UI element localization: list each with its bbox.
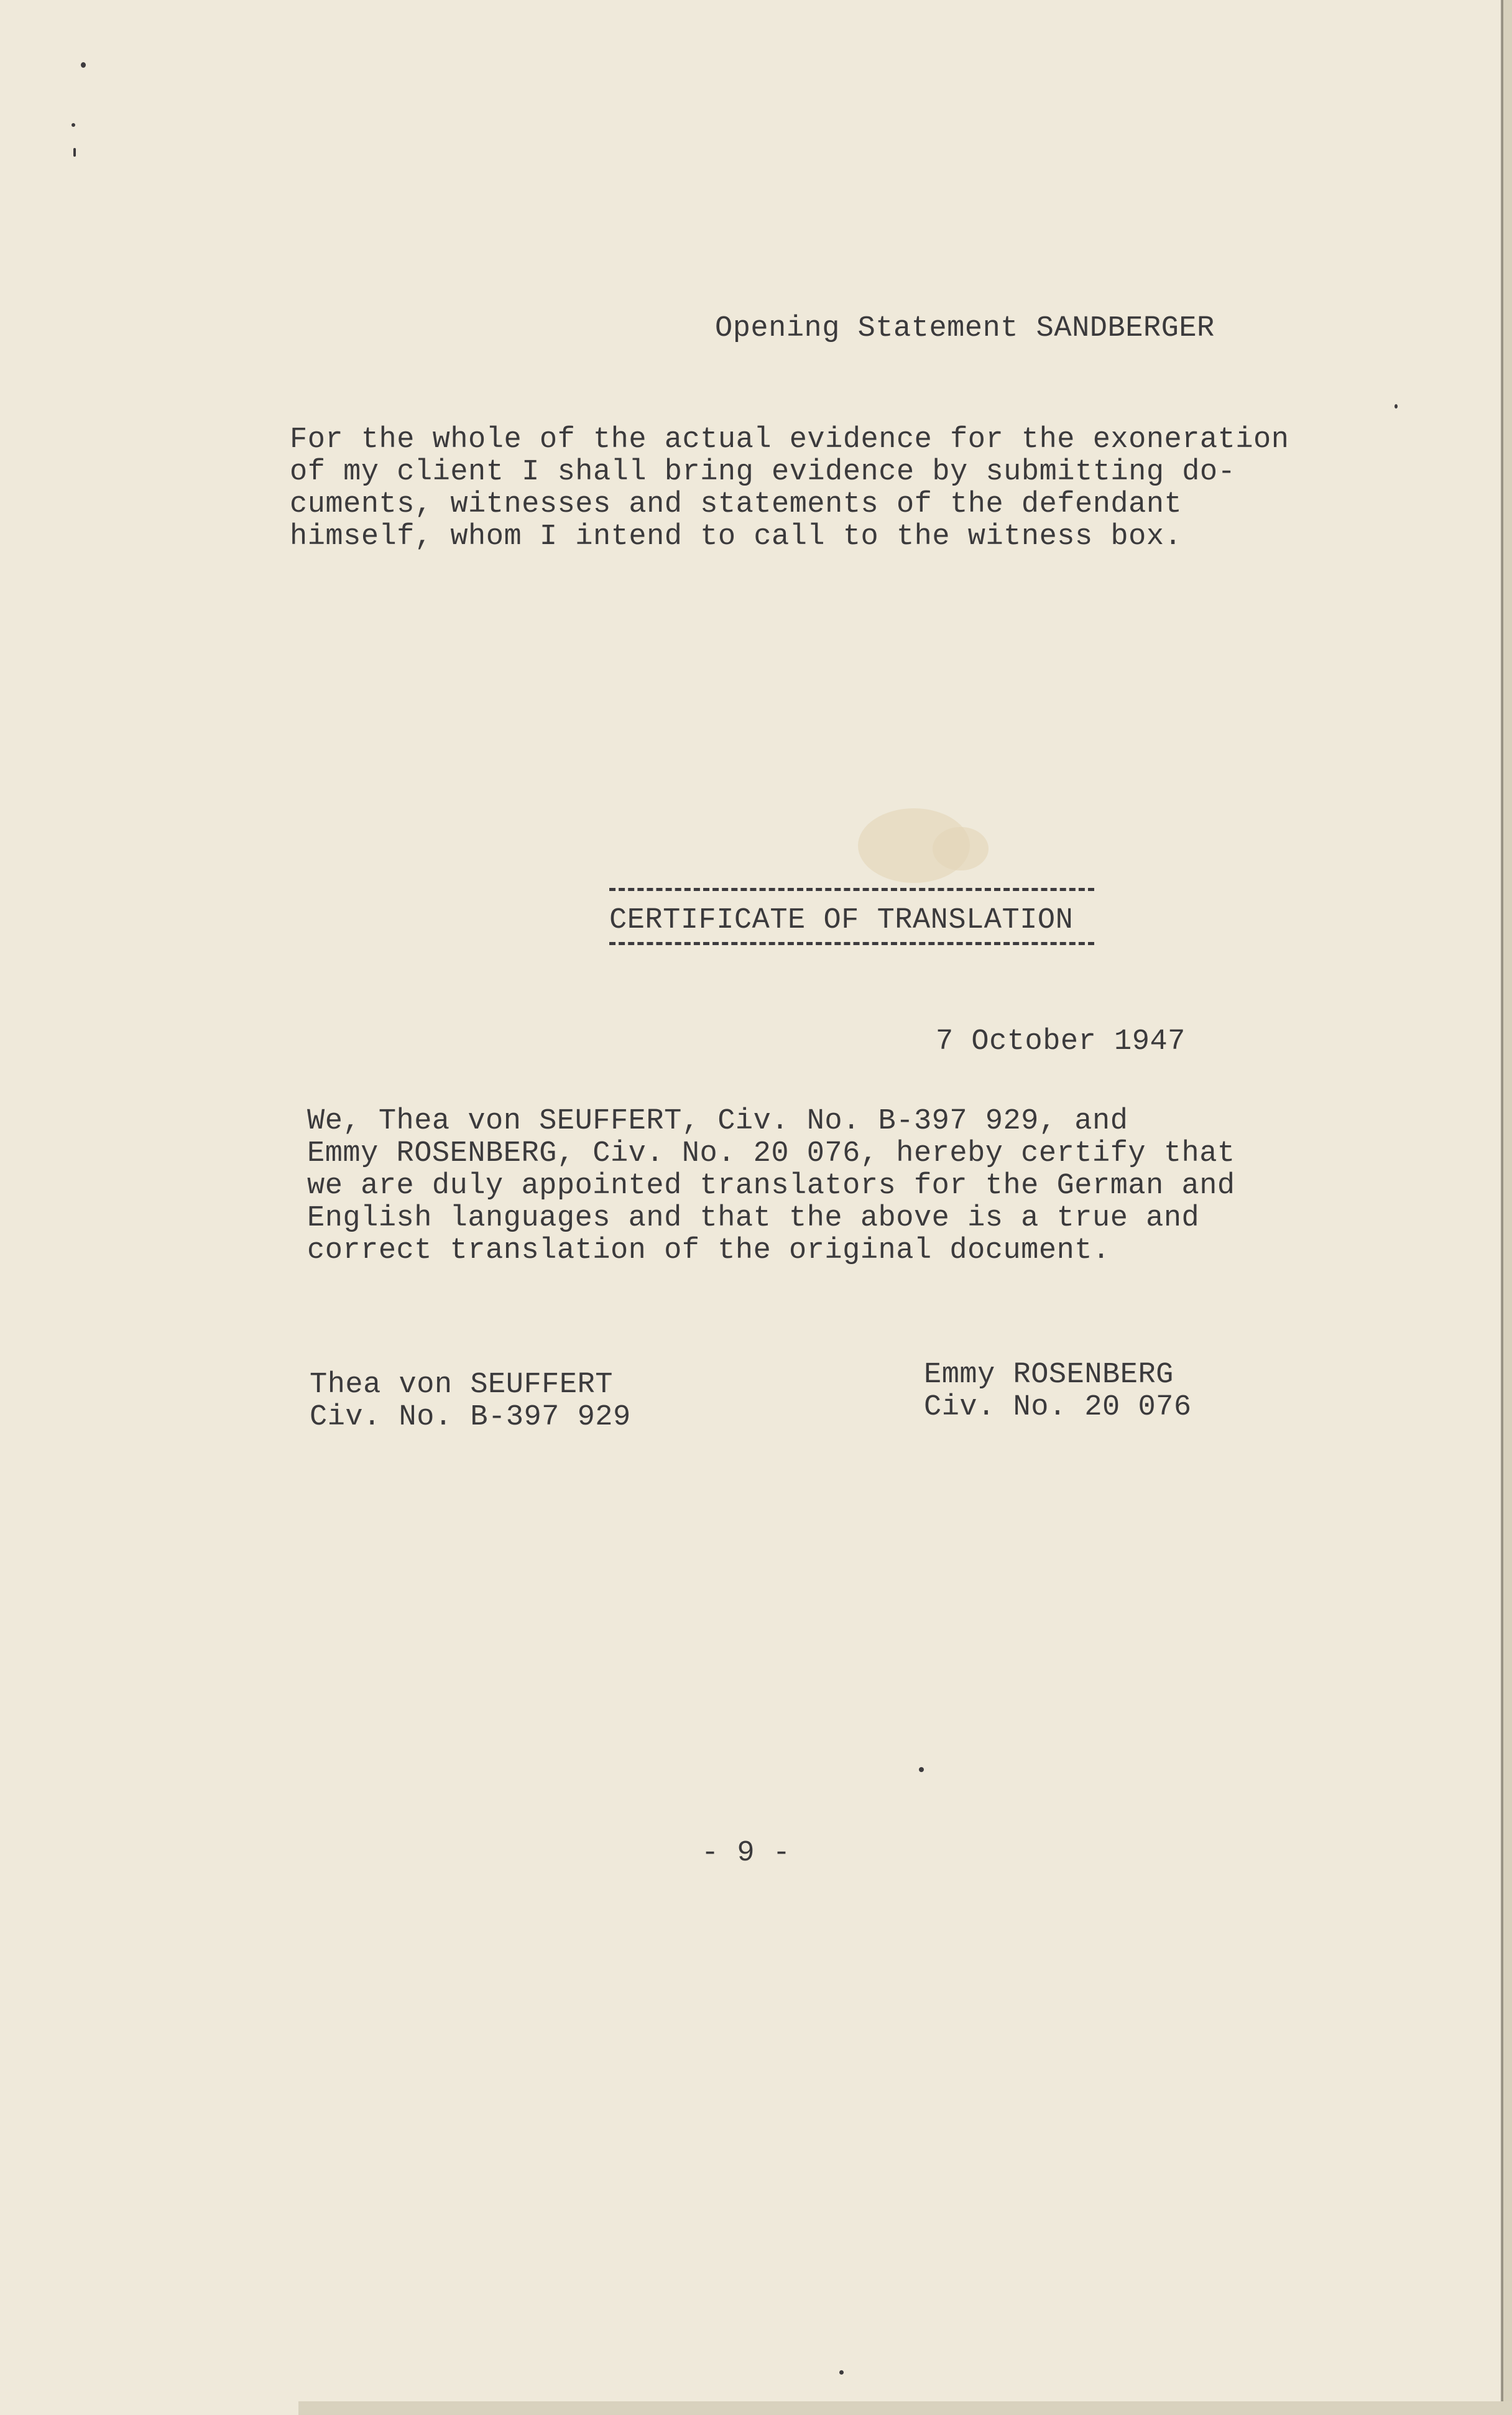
signature-name-1: Thea von SEUFFERT (310, 1369, 613, 1401)
paragraph-line: For the whole of the actual evidence for the exoneration (290, 423, 1289, 456)
document-header-title: Opening Statement SANDBERGER (715, 312, 1215, 345)
opening-statement-paragraph (290, 424, 1289, 553)
paper-speck (1394, 404, 1398, 409)
page-bottom-edge (298, 2401, 1512, 2415)
paper-speck (81, 62, 86, 68)
certificate-body (307, 1106, 1235, 1267)
paper-speck (919, 1767, 924, 1772)
certificate-body-line: Emmy ROSENBERG, Civ. No. 20 076, hereby certify that (307, 1137, 1235, 1170)
certificate-body-line: we are duly appointed translators for the German and (307, 1170, 1235, 1203)
signature-civ-number-2: Civ. No. 20 076 (924, 1391, 1192, 1424)
paragraph-line: cuments, witnesses and statements of the defendant (290, 488, 1182, 521)
certificate-heading: CERTIFICATE OF TRANSLATION (609, 904, 1074, 937)
certificate-heading-rule-bottom (609, 942, 1094, 945)
page-number: - 9 - (701, 1837, 791, 1870)
certificate-body-line: English languages and that the above is a true and (307, 1202, 1200, 1235)
paragraph-line: of my client I shall bring evidence by submitting do- (290, 456, 1236, 489)
paper-speck (71, 123, 75, 127)
certificate-heading-rule-top (609, 888, 1094, 891)
page-edge-shadow (1502, 0, 1512, 2415)
certificate-body-line: correct translation of the original document. (307, 1234, 1110, 1267)
signature-name-2: Emmy ROSENBERG (924, 1359, 1174, 1392)
certificate-body-line: We, Thea von SEUFFERT, Civ. No. B-397 929, and (307, 1105, 1128, 1138)
paragraph-line: himself, whom I intend to call to the witness box. (290, 520, 1182, 553)
paper-stain (933, 827, 989, 870)
paper-speck (73, 148, 76, 157)
certificate-date: 7 October 1947 (936, 1025, 1186, 1058)
paper-speck (839, 2370, 844, 2375)
signature-civ-number-1: Civ. No. B-397 929 (310, 1401, 631, 1434)
page-edge-line (1501, 0, 1503, 2415)
